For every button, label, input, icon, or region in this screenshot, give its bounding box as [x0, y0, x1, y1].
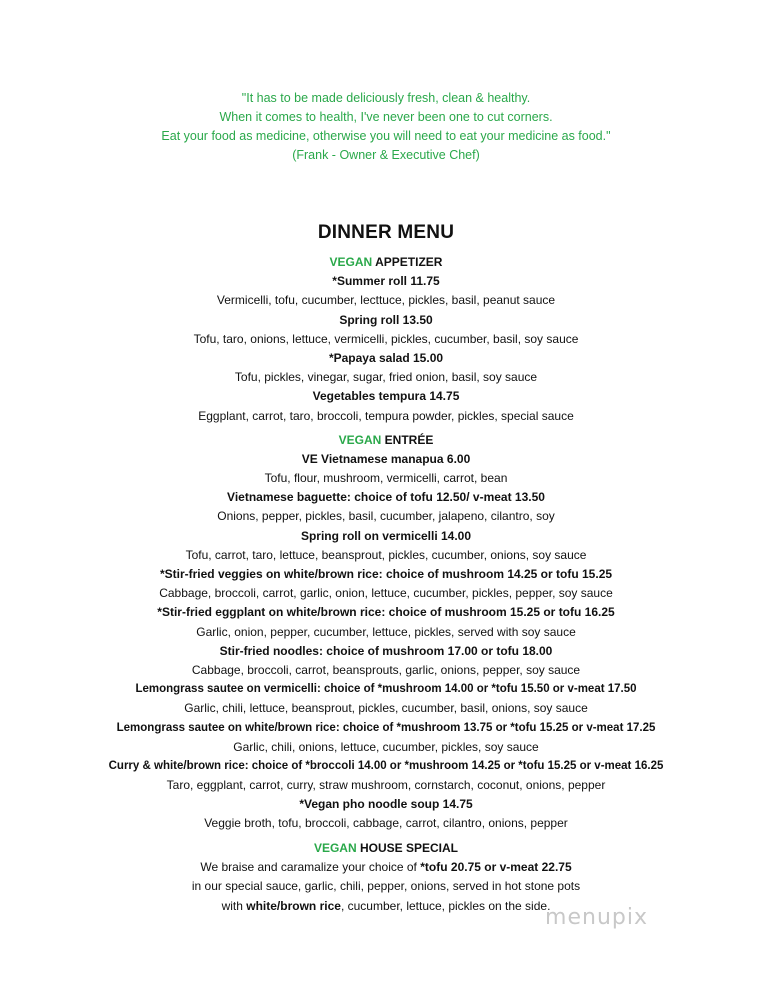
section-heading-entree [0, 431, 772, 450]
item-description: Tofu, taro, onions, lettuce, vermicelli, pickles, cucumber, basil, soy sauce [193, 331, 579, 346]
item-name: Vegetables tempura 14.75 [312, 389, 460, 404]
house-text: We braise and caramalize your choice of [200, 859, 421, 874]
section-title: HOUSE SPECIAL [360, 840, 459, 855]
item-name: Lemongrass sautee on vermicelli: choice of *mushroom 14.00 or *tofu 15.50 or v-meat 17.50 [135, 683, 637, 696]
item-name: *Vegan pho noodle soup 14.75 [299, 797, 473, 812]
house-text: with [221, 899, 247, 913]
item-name: Spring roll 13.50 [339, 312, 433, 327]
item-description: Tofu, flour, mushroom, vermicelli, carrot, bean [264, 471, 508, 486]
section-heading-house-special [0, 839, 772, 858]
item-name: *Papaya salad 15.00 [328, 350, 444, 365]
item-name: *Summer roll 11.75 [332, 274, 440, 289]
vegan-label: VEGAN [313, 840, 357, 855]
house-rice: white/brown rice [246, 899, 341, 913]
item-description: Garlic, onion, pepper, cucumber, lettuce, pickles, served with soy sauce [196, 624, 576, 639]
section-title: APPETIZER [375, 255, 443, 269]
section-heading-appetizer [0, 253, 772, 272]
quote-line-2: When it comes to health, I've never been one to cut corners. [219, 110, 553, 124]
menu-title: DINNER MENU [317, 222, 455, 243]
house-special-line-2: in our special sauce, garlic, chili, pepper, onions, served in hot stone pots [191, 879, 581, 894]
item-description: Eggplant, carrot, taro, broccoli, tempura powder, pickles, special sauce [198, 408, 574, 423]
house-price: *tofu 20.75 or v-meat 22.75 [420, 859, 572, 874]
menu-body [0, 253, 772, 917]
item-description: Tofu, carrot, taro, lettuce, beansprout, pickles, cucumber, onions, soy sauce [185, 547, 587, 562]
item-description: Vermicelli, tofu, cucumber, lecttuce, pickles, basil, peanut sauce [216, 293, 556, 308]
item-name: Stir-fried noodles: choice of mushroom 17.00 or tofu 18.00 [219, 643, 553, 658]
house-special-line-1 [0, 858, 772, 878]
item-description: Garlic, chili, lettuce, beansprout, pickles, cucumber, basil, onions, soy sauce [184, 701, 588, 716]
quote-line-3: Eat your food as medicine, otherwise you will need to eat your medicine as food." [161, 129, 611, 143]
quote-line-1: "It has to be made deliciously fresh, clean & healthy. [241, 91, 531, 105]
house-special-line-3 [0, 897, 772, 917]
item-name: Spring roll on vermicelli 14.00 [300, 528, 472, 543]
item-name: Curry & white/brown rice: choice of *broccoli 14.00 or *mushroom 14.25 or *tofu 15.25 or v-meat 16.25 [108, 759, 664, 772]
item-name: Vietnamese baguette: choice of tofu 12.50/ v-meat 13.50 [227, 490, 545, 505]
chef-quote [0, 89, 772, 165]
item-description: Tofu, pickles, vinegar, sugar, fried onion, basil, soy sauce [234, 370, 538, 385]
item-name: Lemongrass sautee on white/brown rice: choice of *mushroom 13.75 or *tofu 15.25 or v-meat 17.25 [116, 721, 656, 734]
item-description: Cabbage, broccoli, carrot, garlic, onion, lettuce, cucumber, pickles, pepper, soy sauce [159, 586, 613, 601]
item-description: Garlic, chili, onions, lettuce, cucumber, pickles, soy sauce [233, 739, 539, 754]
item-name: VE Vietnamese manapua 6.00 [301, 451, 471, 466]
item-description: Taro, eggplant, carrot, curry, straw mushroom, cornstarch, coconut, onions, pepper [166, 778, 606, 793]
vegan-label: VEGAN [338, 432, 382, 447]
watermark: menupix [545, 905, 648, 930]
item-description: Cabbage, broccoli, carrot, beansprouts, garlic, onions, pepper, soy sauce [191, 662, 581, 677]
vegan-label: VEGAN [329, 255, 373, 269]
item-description: Onions, pepper, pickles, basil, cucumber, jalapeno, cilantro, soy [217, 509, 555, 524]
item-description: Veggie broth, tofu, broccoli, cabbage, carrot, cilantro, onions, pepper [204, 816, 568, 831]
section-title: ENTRÉE [384, 432, 434, 447]
quote-attribution: (Frank - Owner & Executive Chef) [292, 148, 480, 162]
house-text: , cucumber, lettuce, pickles on the side. [340, 899, 551, 913]
item-name: *Stir-fried eggplant on white/brown rice: choice of mushroom 15.25 or tofu 16.25 [157, 605, 615, 620]
item-name: *Stir-fried veggies on white/brown rice: choice of mushroom 14.25 or tofu 15.25 [159, 567, 613, 581]
